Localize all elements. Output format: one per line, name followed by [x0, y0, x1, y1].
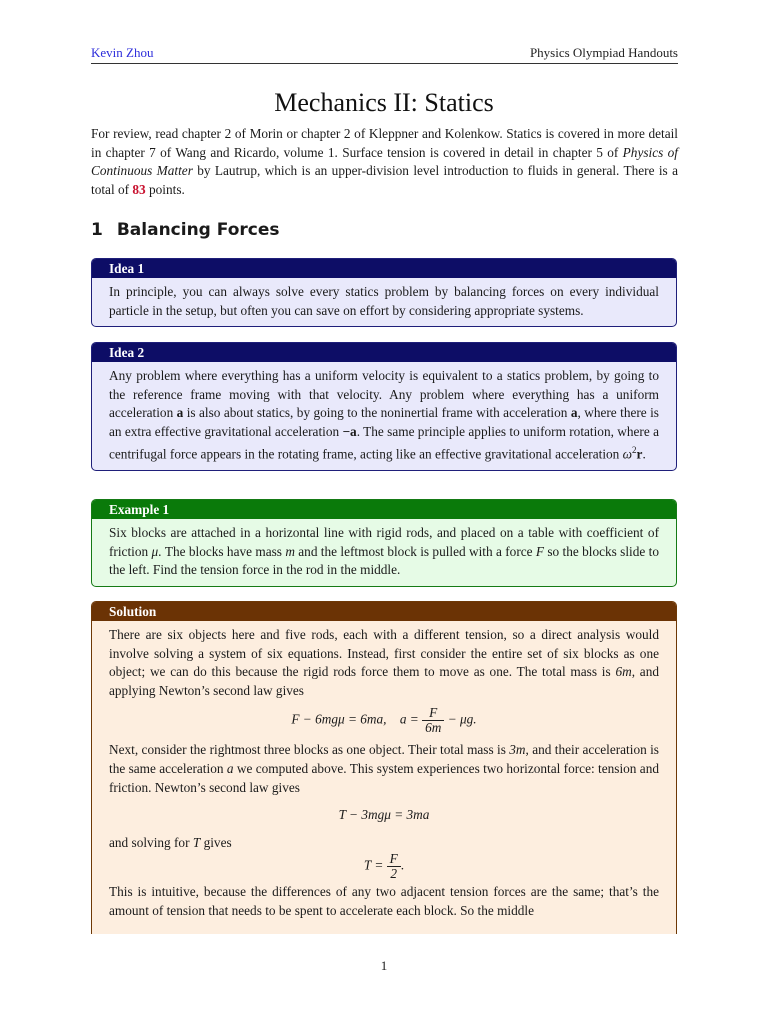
mu-symbol: μ	[151, 543, 159, 559]
body-text: and solving for	[109, 834, 193, 850]
math-inline: 3m	[509, 742, 526, 758]
intro-paragraph	[91, 125, 678, 199]
section-number: 1	[91, 220, 103, 240]
math-inline: T	[192, 834, 201, 850]
equation-part: a =	[399, 711, 419, 727]
body-text: , and their acceleration is the same acceleration	[109, 742, 659, 776]
equation-part: T − 3mgμ = 3ma	[338, 807, 430, 823]
body-text: so the blocks slide to the left. Find the tension force in the rod in the middle.	[109, 543, 659, 578]
solution-box-title: Solution	[92, 602, 676, 621]
vector-minus-a: −a	[342, 423, 357, 439]
math-inline: a	[226, 760, 234, 776]
intro-text: by Lautrup, which is an upper-division level introduction to fluids in general. There is a total of	[91, 163, 678, 197]
numerator: F	[387, 852, 401, 867]
idea-box-body: In principle, you can always solve every statics problem by balancing forces on every individual particle in the setup, but often you can save on effort by considering appropriate systems.	[109, 284, 659, 318]
page-title: Mechanics II: Statics	[274, 88, 494, 117]
body-text: . The blocks have mass	[158, 543, 286, 559]
equation-part: T =	[363, 857, 384, 873]
mass-symbol: m	[285, 543, 295, 559]
idea-box-title: Idea 1	[92, 259, 676, 278]
intro-text: points.	[145, 181, 185, 197]
example-box-title: Example 1	[92, 500, 676, 519]
idea-box-2	[91, 342, 677, 471]
section-title: Balancing Forces	[116, 220, 280, 240]
body-text: we computed above. This system experiences two horizontal force: tension and friction. Newton’s second law gives	[109, 760, 659, 795]
body-text: There are six objects here and five rods, each with a different tension, so a direct analysis would involve solving a system of six equations. Instead, first consider the entire set of six blocks as one object; we can do this because the rigid rods force them to move as one. The total mass is	[109, 627, 659, 680]
example-box-body	[92, 519, 676, 586]
example-box-1	[91, 499, 677, 587]
equation-part: F − 6mgμ = 6ma,	[291, 711, 387, 727]
equation-2	[109, 806, 659, 825]
solution-box	[91, 601, 677, 934]
solution-paragraph	[109, 834, 659, 853]
exponent: 2	[632, 445, 637, 456]
numerator: F	[422, 706, 444, 721]
series-title: Physics Olympiad Handouts	[529, 45, 678, 60]
author-name[interactable]: Kevin Zhou	[91, 45, 154, 60]
vector-a: a	[570, 405, 578, 421]
body-text: .	[642, 446, 646, 462]
idea-box-title: Idea 2	[92, 343, 676, 362]
math-inline: 6m	[615, 664, 632, 680]
body-text: Next, consider the rightmost three blocks as one object. Their total mass is	[109, 742, 510, 758]
section-heading	[91, 220, 279, 240]
intro-text: For review, read chapter 2 of Morin or chapter 2 of Kleppner and Kolenkow. Statics is covered in more detail in chapter 7 of Wang and Ricardo, volume 1. Surface tension is covered in detail in chapter 5 of	[91, 126, 678, 160]
body-text: gives	[200, 834, 232, 850]
equation-3	[109, 852, 659, 881]
total-points: 83	[132, 181, 146, 197]
vector-r: r	[636, 446, 643, 462]
book-title: Physics of Continuous Matter	[91, 144, 678, 179]
body-text: Six blocks are attached in a horizontal line with rigid rods, and placed on a table with coefficient of friction	[109, 525, 659, 559]
solution-paragraph	[109, 741, 659, 797]
force-symbol: F	[535, 543, 545, 559]
idea-box-body	[92, 362, 676, 470]
body-text: Any problem where everything has a uniform velocity is equivalent to a statics problem, by going to the reference frame moving with that velocity. Any problem where everything has a uniform acceleration	[109, 368, 659, 421]
solution-box-body	[92, 621, 676, 927]
page-number: 1	[380, 958, 388, 973]
body-text: . The same principle applies to uniform rotation, where a centrifugal force appears in the rotating frame, acting like an effective gravitational acceleration	[109, 423, 659, 462]
body-text: , where there is an extra effective gravitational acceleration	[109, 405, 659, 439]
running-header	[91, 45, 678, 64]
denominator: 2	[390, 866, 398, 882]
equation-part: .	[400, 857, 405, 873]
body-text: , and applying Newton’s second law gives	[109, 664, 659, 698]
equation-part: − μg.	[447, 711, 477, 727]
solution-paragraph	[109, 626, 659, 700]
body-text: is also about statics, by going to the noninertial frame with acceleration	[183, 405, 571, 421]
solution-paragraph: This is intuitive, because the differences of any two adjacent tension forces are the same; that’s the amount of tension that needs to be spent to accelerate each block. So the middle	[109, 884, 659, 918]
body-text: and the leftmost block is pulled with a force	[294, 543, 536, 559]
equation-1	[109, 706, 659, 735]
vector-a: a	[176, 405, 184, 421]
omega-symbol: ω	[622, 446, 633, 462]
idea-box-1	[91, 258, 677, 327]
fraction	[387, 852, 401, 881]
denominator: 6m	[425, 720, 442, 736]
fraction	[422, 706, 444, 735]
